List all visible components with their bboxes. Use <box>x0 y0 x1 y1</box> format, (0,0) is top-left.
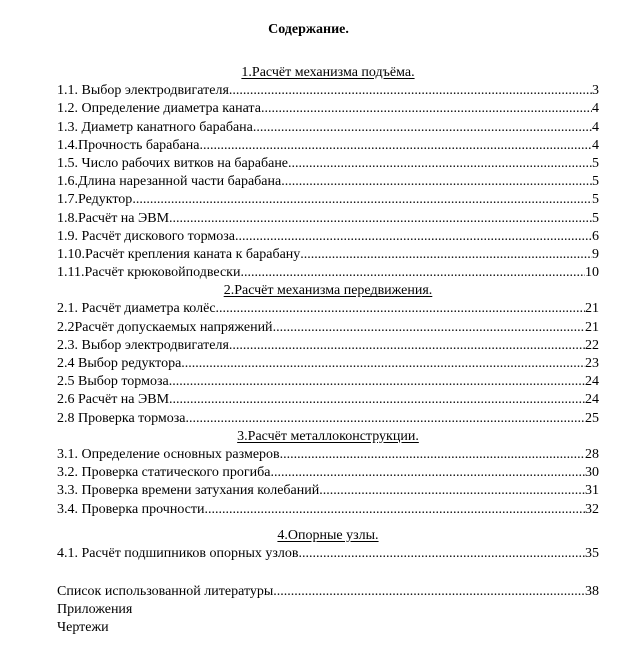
spacer <box>57 519 599 527</box>
toc-entry-drawings: Чертежи <box>57 620 109 636</box>
table-of-contents <box>57 64 599 638</box>
toc-entry: 1.11.Расчёт крюковойподвески ..... 10 <box>57 264 599 282</box>
toc-entry: 2.6 Расчёт на ЭВМ ..... 24 <box>57 391 599 409</box>
spacer <box>57 563 599 583</box>
toc-entry: 1.5. Число рабочих витков на барабане ..... 5 <box>57 155 599 173</box>
toc-entry: 2.5 Выбор тормоза ..... 24 <box>57 373 599 391</box>
toc-entry: 2.4 Выбор редуктора ..... 23 <box>57 355 599 373</box>
toc-entry: 3.2. Проверка статического прогиба ..... 30 <box>57 464 599 482</box>
section-heading-2: 2.Расчёт механизма передвижения. <box>223 283 433 299</box>
section-heading-4: 4.Опорные узлы. <box>277 527 379 543</box>
toc-entry: 1.4.Прочность барабана ..... 4 <box>57 137 599 155</box>
toc-entry: 4.1. Расчёт подшипников опорных узлов ..... 35 <box>57 545 599 563</box>
toc-entry-attachments: Приложения <box>57 602 133 618</box>
section-heading-3: 3.Расчёт металлоконструкции. <box>237 428 419 444</box>
toc-entry: 1.3. Диаметр канатного барабана ..... 4 <box>57 119 599 137</box>
toc-entry: 2.3. Выбор электродвигателя ..... 22 <box>57 337 599 355</box>
toc-entry: 2.2Расчёт допускаемых напряжений ..... 21 <box>57 319 599 337</box>
toc-title: Содержание. <box>268 22 349 37</box>
toc-entry: 1.2. Определение диаметра каната ..... 4 <box>57 100 599 118</box>
toc-entry: 3.1. Определение основных размеров ..... 28 <box>57 446 599 464</box>
toc-entry: 2.8 Проверка тормоза ..... 25 <box>57 410 599 428</box>
toc-entry: 1.7.Редуктор ..... 5 <box>57 191 599 209</box>
toc-entry: 1.10.Расчёт крепления каната к барабану ..... 9 <box>57 246 599 264</box>
toc-entry: 3.3. Проверка времени затухания колебаний ..... 31 <box>57 482 599 500</box>
section-heading-1: 1.Расчёт механизма подъёма. <box>241 65 415 80</box>
toc-entry: 1.6.Длина нарезанной части барабана ..... 5 <box>57 173 599 191</box>
toc-entry: 1.1. Выбор электродвигателя ..... 3 <box>57 82 599 100</box>
toc-entry: 3.4. Проверка прочности ..... 32 <box>57 501 599 519</box>
toc-entry: 1.9. Расчёт дискового тормоза ..... 6 <box>57 228 599 246</box>
toc-entry: 2.1. Расчёт диаметра колёс ..... 21 <box>57 300 599 318</box>
toc-entry-references: Список использованной литературы ..... 38 <box>57 583 599 601</box>
toc-entry: 1.8.Расчёт на ЭВМ ..... 5 <box>57 210 599 228</box>
